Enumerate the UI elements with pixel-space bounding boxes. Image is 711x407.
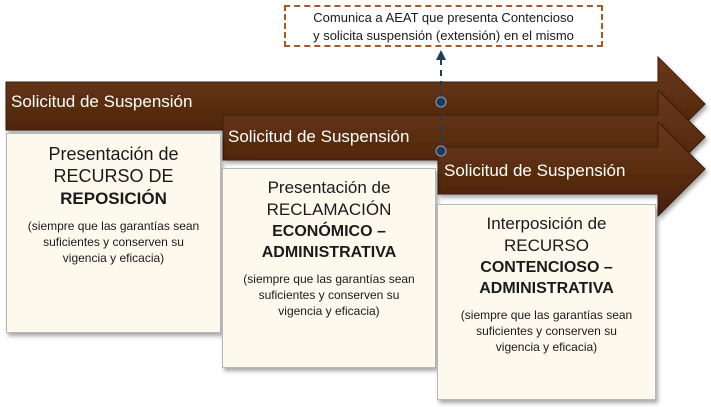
card-contencioso bbox=[437, 204, 656, 400]
connector-arrowhead bbox=[436, 50, 446, 60]
card-note-line-1: (siempre que las garantías sean bbox=[243, 272, 415, 286]
card-title-line-2: RECLAMACIÓN bbox=[266, 200, 392, 219]
note-line-2: y solicita suspensión (extensión) en el mismo bbox=[313, 28, 574, 43]
band-label-1: Solicitud de Suspensión bbox=[11, 92, 193, 111]
card-reclamacion bbox=[222, 168, 436, 368]
aeat-note-box bbox=[284, 5, 603, 47]
card-reposicion bbox=[6, 133, 221, 333]
card-title-line-2: RECURSO bbox=[503, 236, 589, 255]
card-note-line-1: (siempre que las garantías sean bbox=[27, 219, 200, 233]
card-bold-line-2: ADMINISTRATIVA bbox=[479, 280, 614, 297]
card-note-line-2: suficientes y conserven su bbox=[43, 235, 184, 249]
card-title-line-1: Interposición de bbox=[486, 214, 607, 233]
marker-dot-1 bbox=[436, 97, 446, 107]
card-bold-line-1: CONTENCIOSO – bbox=[480, 259, 613, 276]
band-label-3: Solicitud de Suspensión bbox=[444, 161, 626, 180]
card-note-line-3: vigencia y eficacia) bbox=[495, 340, 598, 354]
band-label-2: Solicitud de Suspensión bbox=[228, 127, 410, 146]
marker-dot-2 bbox=[436, 146, 446, 156]
card-title-line-1: Presentación de bbox=[267, 178, 391, 197]
card-title-line-2: RECURSO DE bbox=[53, 166, 174, 186]
card-bold-line-1: REPOSICIÓN bbox=[60, 189, 167, 208]
card-note-line-3: vigencia y eficacia) bbox=[278, 304, 380, 318]
card-note-line-1: (siempre que las garantías sean bbox=[460, 308, 633, 322]
card-note-line-2: suficientes y conserven su bbox=[476, 324, 617, 338]
card-title-line-1: Presentación de bbox=[48, 144, 179, 164]
note-line-1: Comunica a AEAT que presenta Contencioso bbox=[313, 10, 574, 25]
card-note-line-3: vigencia y eficacia) bbox=[62, 251, 165, 265]
card-bold-line-2: ADMINISTRATIVA bbox=[261, 244, 397, 261]
card-note-line-2: suficientes y conserven su bbox=[258, 288, 400, 302]
card-bold-line-1: ECONÓMICO – bbox=[272, 223, 386, 240]
